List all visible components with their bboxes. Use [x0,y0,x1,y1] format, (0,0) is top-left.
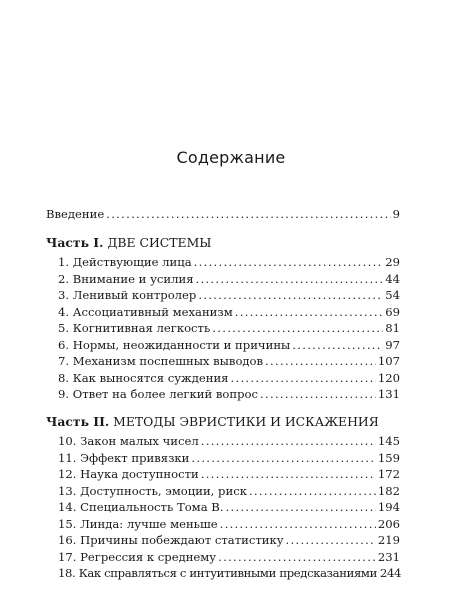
part-name: ДВЕ СИСТЕМЫ [107,235,212,250]
part-prefix: Часть I. [46,235,104,250]
toc-leader-dots [106,206,390,222]
toc-entry-page: 97 [385,337,400,352]
part-heading-2[interactable] [46,414,379,430]
toc-entry-page: 9 [392,207,400,221]
toc-leader-dots [191,450,375,466]
toc-entry-page: 206 [377,516,400,531]
toc-entry-label: 5. Когнитивная легкость [58,321,211,335]
toc-entry[interactable] [58,433,400,449]
toc-entry[interactable] [58,466,400,482]
toc-leader-dots [196,271,384,287]
toc-entry-label: 17. Регрессия к среднему [58,549,217,564]
toc-leader-dots [286,532,376,548]
toc-entry[interactable] [58,353,400,369]
page-title: Содержание [176,148,286,167]
toc-entry[interactable] [58,271,400,287]
toc-entry[interactable] [58,287,400,303]
toc-entry[interactable] [58,549,400,565]
toc-entry[interactable] [58,532,400,548]
toc-entry-label: 13. Доступность, эмоции, риск [58,483,247,498]
toc-entry-page: 120 [377,370,400,385]
toc-entry[interactable] [58,337,400,353]
toc-leader-dots [249,483,376,499]
toc-entry-page: 29 [385,255,400,269]
toc-leader-dots [201,433,376,449]
toc-leader-dots [194,254,384,270]
toc-leader-dots [260,386,376,402]
toc-entry-page: 54 [385,288,400,302]
toc-entry-intro[interactable] [46,206,400,222]
toc-entry-page: 81 [385,321,400,335]
toc-entry-label: 15. Линда: лучше меньше [58,516,218,531]
toc-entry-page: 107 [377,354,400,368]
toc-leader-dots [201,466,376,482]
toc-entry-page: 172 [377,467,400,481]
toc-entry-page: 69 [385,304,400,319]
toc-leader-dots [198,287,383,303]
toc-entry-page: 131 [377,387,400,401]
toc-entry[interactable] [58,386,400,402]
toc-entry-label: 18. Как справляться с интуитивными предсказаниями [58,566,377,580]
toc-entry[interactable] [58,516,400,532]
toc-leader-dots [226,499,376,515]
toc-entry[interactable] [58,370,400,386]
toc-entry-label: 10. Закон малых чисел [58,434,199,448]
toc-entry[interactable] [58,304,400,320]
toc-entry-page: 182 [377,483,400,498]
toc-entry-page: 159 [377,450,400,465]
toc-entry-page: 219 [377,533,400,547]
toc-entry-page: 244 [379,566,402,580]
toc-entry-label: 6. Нормы, неожиданности и причины [58,337,291,352]
toc-entry-label: 7. Механизм поспешных выводов [58,354,264,368]
toc-leader-dots [212,320,383,336]
toc-entry[interactable] [58,499,400,515]
toc-entry-label: 16. Причины побеждают статистику [58,533,284,547]
toc-entry-label: 1. Действующие лица [58,255,192,269]
toc-entry-label: 12. Наука доступности [58,467,199,481]
toc-leader-dots [220,516,376,532]
toc-entry-label: 9. Ответ на более легкий вопрос [58,387,259,401]
toc-entry[interactable] [58,565,400,581]
toc-entry-label: 3. Ленивый контролер [58,288,197,302]
toc-leader-dots [265,353,376,369]
toc-entry-label: 2. Внимание и усилия [58,271,194,286]
toc-entry[interactable] [58,320,400,336]
toc-entry-page: 44 [385,271,400,286]
toc-entry[interactable] [58,254,400,270]
toc-entry-page: 194 [377,500,400,514]
toc-leader-dots [292,337,383,353]
toc-entry[interactable] [58,450,400,466]
part-heading-1[interactable] [46,235,211,251]
toc-entry[interactable] [58,483,400,499]
toc-leader-dots [235,304,383,320]
toc-leader-dots [218,549,376,565]
toc-entry-label: 8. Как выносятся суждения [58,370,229,385]
toc-entry-label: 4. Ассоциативный механизм [58,304,233,319]
toc-entry-label: 14. Специальность Тома В. [58,500,224,514]
toc-entry-label: Введение [46,207,105,221]
part-name: МЕТОДЫ ЭВРИСТИКИ И ИСКАЖЕНИЯ [113,414,379,429]
part-prefix: Часть II. [46,414,110,429]
toc-entry-page: 145 [377,434,400,448]
toc-leader-dots [231,370,376,386]
toc-entry-page: 231 [377,549,400,564]
toc-entry-label: 11. Эффект привязки [58,450,190,465]
